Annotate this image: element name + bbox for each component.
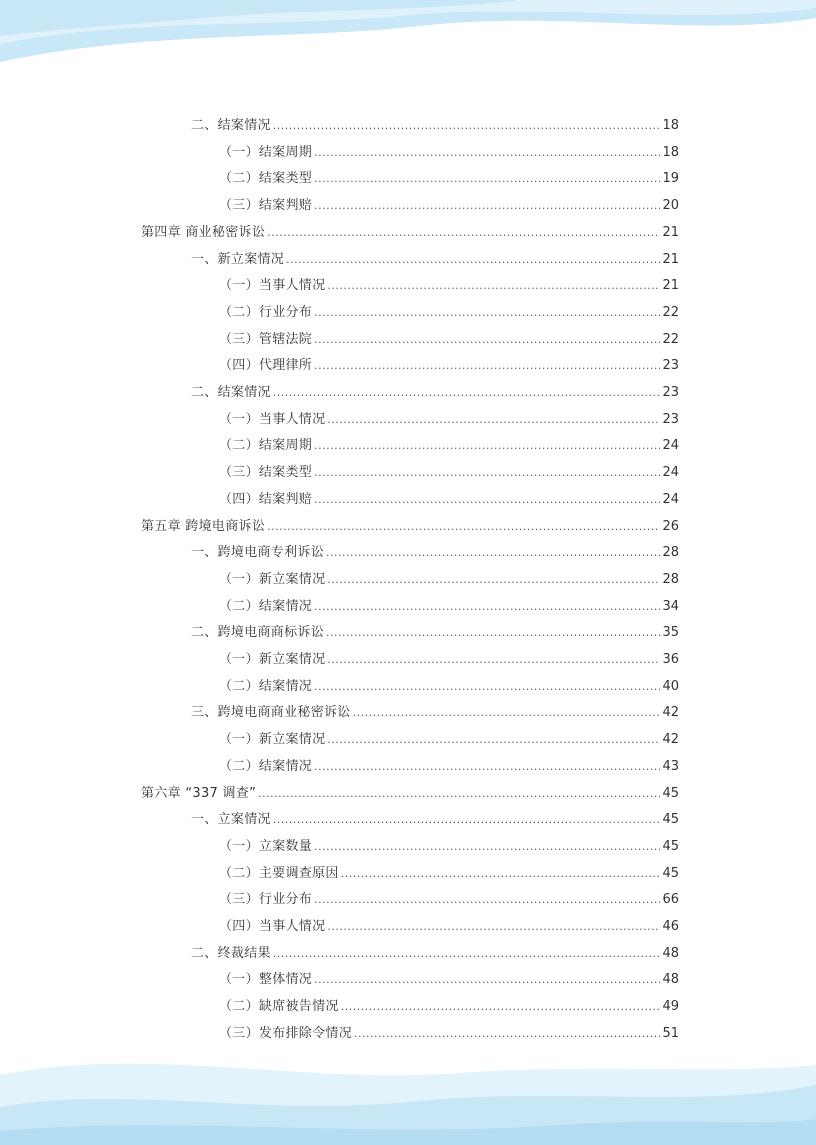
toc-entry[interactable] [219,754,679,780]
toc-dot-leader [314,754,660,780]
toc-dot-leader [314,594,660,620]
toc-entry-title: 一、立案情况 [191,812,271,828]
toc-entry[interactable] [191,247,679,273]
toc-entry-page-number: 34 [662,598,679,614]
toc-entry-page-number: 45 [662,785,679,801]
toc-entry-title: （二）结案情况 [219,678,313,694]
toc-entry-page-number: 23 [662,358,679,374]
toc-entry-page-number: 22 [662,331,679,347]
toc-entry-title: 三、跨境电商商业秘密诉讼 [191,705,351,721]
toc-entry[interactable] [219,994,679,1020]
toc-entry-title: （一）立案数量 [219,838,313,854]
toc-entry[interactable] [219,193,679,219]
toc-entry[interactable] [219,861,679,887]
toc-dot-leader [341,994,661,1020]
toc-entry-title: （二）结案类型 [219,171,313,187]
toc-entry-page-number: 45 [662,838,679,854]
toc-entry-page-number: 19 [662,171,679,187]
toc-dot-leader [267,514,660,540]
toc-dot-leader [327,914,660,940]
toc-entry[interactable] [219,727,679,753]
toc-dot-leader [286,247,660,273]
toc-entry-title: （一）当事人情况 [219,411,326,427]
toc-entry-page-number: 21 [662,224,679,240]
toc-entry-title: （三）结案判赔 [219,198,313,214]
toc-dot-leader [258,781,660,807]
toc-entry[interactable] [219,914,679,940]
toc-entry-title: （三）管辖法院 [219,331,313,347]
toc-entry-title: 一、新立案情况 [191,251,285,267]
toc-entry-title: （三）行业分布 [219,892,313,908]
toc-dot-leader [314,487,660,513]
toc-entry[interactable] [219,140,679,166]
toc-entry-page-number: 22 [662,304,679,320]
toc-entry[interactable] [191,807,679,833]
toc-dot-leader [327,727,660,753]
toc-entry-page-number: 24 [662,491,679,507]
toc-dot-leader [314,327,660,353]
toc-entry-page-number: 23 [662,411,679,427]
toc-entry[interactable] [219,166,679,192]
toc-entry[interactable] [219,327,679,353]
toc-entry[interactable] [191,113,679,139]
toc-entry-page-number: 26 [662,518,679,534]
toc-dot-leader [326,620,660,646]
toc-dot-leader [273,113,661,139]
toc-entry-title: （四）当事人情况 [219,919,326,934]
toc-entry-title: （二）缺席被告情况 [219,999,339,1015]
toc-entry-page-number: 48 [662,945,679,961]
toc-entry-title: （一）新立案情况 [219,652,326,667]
toc-entry-page-number: 48 [662,972,679,988]
toc-entry[interactable] [219,887,679,913]
toc-entry-title: （三）结案类型 [219,465,313,481]
toc-dot-leader [314,193,660,219]
toc-entry-title: 二、结案情况 [191,118,271,133]
toc-entry-page-number: 49 [662,999,679,1015]
toc-entry[interactable] [191,380,679,406]
toc-entry-title: （一）整体情况 [219,972,313,988]
toc-entry[interactable] [219,433,679,459]
toc-entry-page-number: 20 [662,198,679,214]
toc-dot-leader [314,433,660,459]
toc-entry[interactable] [191,540,679,566]
toc-entry-page-number: 28 [662,571,679,587]
toc-entry[interactable] [219,647,679,673]
toc-entry-title: （二）行业分布 [219,304,313,320]
toc-dot-leader [314,887,660,913]
toc-entry-page-number: 42 [662,705,679,721]
toc-entry-page-number: 46 [662,919,679,934]
toc-entry-page-number: 40 [662,678,679,694]
toc-entry-page-number: 21 [662,278,679,294]
toc-entry[interactable] [219,594,679,620]
toc-entry[interactable] [219,460,679,486]
toc-entry[interactable] [191,700,679,726]
toc-dot-leader [314,140,660,166]
toc-entry-page-number: 28 [662,545,679,561]
toc-entry[interactable] [141,781,679,807]
toc-entry-title: （二）结案周期 [219,438,313,454]
toc-entry-page-number: 21 [662,251,679,267]
toc-entry[interactable] [219,487,679,513]
toc-entry-page-number: 24 [662,465,679,481]
top-wave-decoration [0,0,816,80]
toc-entry[interactable] [191,941,679,967]
toc-entry-title: 二、结案情况 [191,385,271,400]
toc-dot-leader [327,273,660,299]
toc-entry[interactable] [141,220,679,246]
toc-entry-title: 二、终裁结果 [191,945,271,961]
toc-entry-title: （一）新立案情况 [219,732,326,748]
toc-entry[interactable] [219,674,679,700]
toc-entry-page-number: 23 [662,385,679,400]
toc-entry-title: 第五章 跨境电商诉讼 [141,518,266,534]
toc-entry-page-number: 42 [662,732,679,748]
toc-dot-leader [314,674,660,700]
toc-entry-title: 第六章 “337 调查” [141,785,257,801]
toc-dot-leader [314,834,660,860]
toc-entry-title: （三）发布排除令情况 [219,1025,353,1041]
toc-entry[interactable] [219,353,679,379]
toc-entry-title: 二、跨境电商商标诉讼 [191,625,325,641]
toc-entry-title: （二）结案情况 [219,758,313,774]
toc-entry-page-number: 45 [662,865,679,881]
toc-entry-page-number: 24 [662,438,679,454]
toc-entry-page-number: 18 [662,118,679,133]
toc-entry-title: （二）主要调查原因 [219,865,339,881]
toc-entry[interactable] [219,967,679,993]
toc-entry[interactable] [191,620,679,646]
toc-dot-leader [327,647,660,673]
toc-dot-leader [267,220,660,246]
toc-entry[interactable] [219,273,679,299]
toc-dot-leader [341,861,661,887]
toc-entry-title: （一）结案周期 [219,144,313,160]
toc-entry[interactable] [219,407,679,433]
toc-dot-leader [327,407,660,433]
toc-entry[interactable] [219,834,679,860]
toc-entry[interactable] [219,300,679,326]
toc-entry[interactable] [141,514,679,540]
toc-dot-leader [327,567,660,593]
toc-dot-leader [273,807,661,833]
toc-entry-title: （四）结案判赔 [219,491,313,507]
toc-entry-title: （四）代理律所 [219,358,313,374]
toc-entry-title: （一）新立案情况 [219,571,326,587]
toc-entry-page-number: 51 [662,1025,679,1041]
toc-dot-leader [314,300,660,326]
toc-entry-title: 第四章 商业秘密诉讼 [141,224,266,240]
toc-dot-leader [314,967,660,993]
toc-entry-page-number: 45 [662,812,679,828]
toc-dot-leader [314,166,660,192]
toc-dot-leader [353,700,661,726]
toc-entry-page-number: 35 [662,625,679,641]
toc-entry-page-number: 43 [662,758,679,774]
toc-dot-leader [273,380,661,406]
toc-dot-leader [326,540,660,566]
toc-dot-leader [314,353,660,379]
toc-entry-page-number: 36 [662,652,679,667]
toc-entry-title: 一、跨境电商专利诉讼 [191,545,325,561]
toc-entry-title: （一）当事人情况 [219,278,326,294]
bottom-wave-decoration [0,1035,816,1145]
toc-entry-page-number: 66 [662,892,679,908]
toc-entry-title: （二）结案情况 [219,598,313,614]
toc-dot-leader [314,460,660,486]
toc-dot-leader [273,941,661,967]
toc-entry[interactable] [219,567,679,593]
toc-entry-page-number: 18 [662,144,679,160]
